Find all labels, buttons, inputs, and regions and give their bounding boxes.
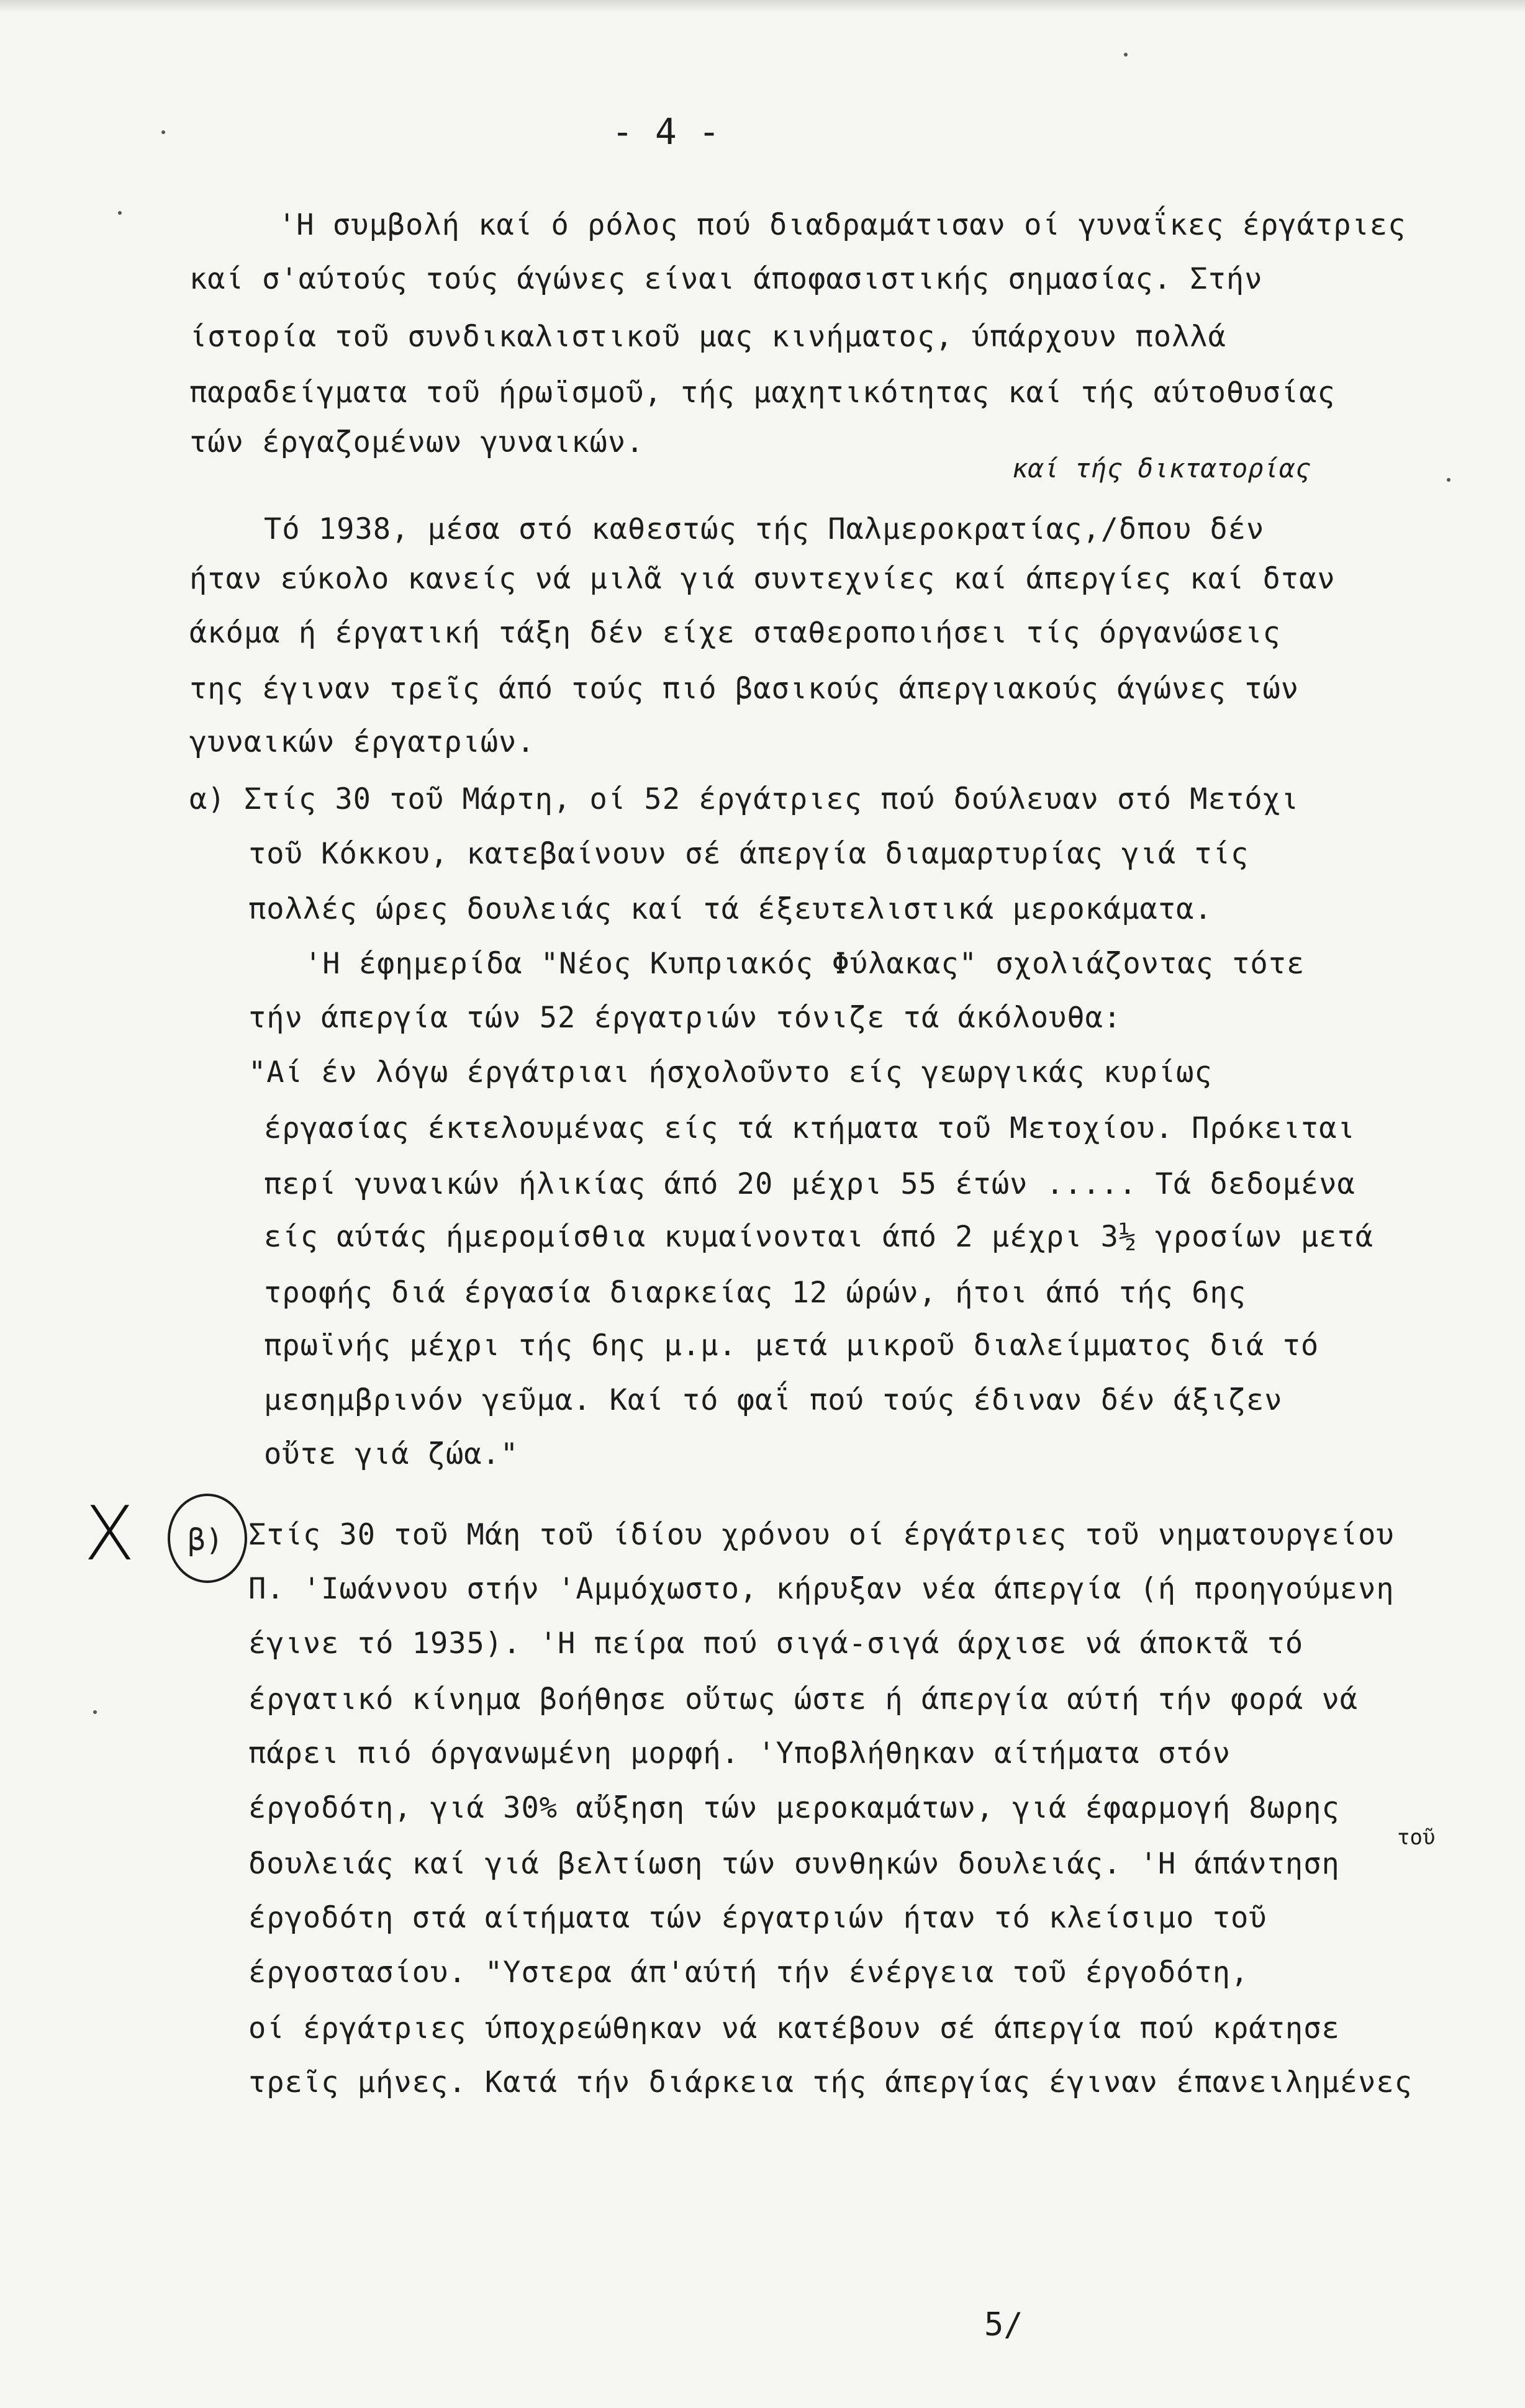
scan-speck — [1447, 478, 1450, 482]
handwritten-insert: καί τής δικτατορίας — [1012, 453, 1311, 484]
text-line: Τό 1938, μέσα στό καθεστώς τής Παλμεροκρατίας,/δπου δέν — [264, 512, 1265, 546]
scan-top-edge — [0, 0, 1525, 12]
scan-speck — [93, 1710, 97, 1714]
text-line: ίστορία τοῦ συνδικαλιστικοῦ μας κινήματος, ύπάρχουν πολλά — [189, 320, 1226, 354]
inline-handwritten-note: τοῦ — [1397, 1825, 1436, 1850]
quote-line: είς αύτάς ήμερομίσθια κυμαίνονται άπό 2 μέχρι 3½ γροσίων μετά — [264, 1220, 1374, 1254]
quote-line: τροφής διά έργασία διαρκείας 12 ώρών, ήτοι άπό τής 6ης — [264, 1276, 1247, 1310]
text-line: τρεῖς μήνες. Κατά τήν διάρκεια τής άπεργίας έγιναν έπανειλημένες — [248, 2065, 1413, 2099]
quote-line: οὔτε γιά ζώα." — [264, 1437, 519, 1471]
quote-line: πρωϊνής μέχρι τής 6ης μ.μ. μετά μικροῦ διαλείμματος διά τό — [264, 1328, 1319, 1363]
circled-label: β) — [188, 1523, 224, 1558]
quote-line: "Αί έν λόγω έργάτριαι ήσχολοῦντο είς γεωργικάς κυρίως — [248, 1055, 1213, 1089]
scan-speck — [1124, 53, 1128, 56]
text-line: τών έργαζομένων γυναικών. — [189, 425, 645, 459]
next-page-reference: 5/ — [984, 2306, 1023, 2343]
text-line: Στίς 30 τοῦ Μάη τοῦ ίδίου χρόνου οί έργάτριες τοῦ νηματουργείου — [248, 1518, 1395, 1552]
text-line: 'Η συμβολή καί ό ρόλος πού διαδραμάτισαν οί γυναΐκες έργάτριες — [278, 208, 1406, 242]
text-line: πάρει πιό όργανωμένη μορφή. 'Υποβλήθηκαν αίτήματα στόν — [248, 1736, 1231, 1770]
page-number: - 4 - — [612, 110, 720, 153]
text-line: έργοδότη στά αίτήματα τών έργατριών ήταν τό κλείσιμο τοῦ — [248, 1901, 1267, 1935]
quote-line: περί γυναικών ήλικίας άπό 20 μέχρι 55 έτών ..... Τά δεδομένα — [264, 1167, 1355, 1201]
circle-annotation-icon — [163, 1491, 250, 1585]
quote-line: έργασίας έκτελουμένας είς τά κτήματα τοῦ Μετοχίου. Πρόκειται — [264, 1111, 1355, 1145]
text-line: άκόμα ή έργατική τάξη δέν είχε σταθεροποιήσει τίς όργανώσεις — [189, 616, 1281, 650]
text-line: Π. 'Ιωάννου στήν 'Αμμόχωστο, κήρυξαν νέα άπεργία (ή προηγούμενη — [248, 1572, 1395, 1606]
text-line: καί σ'αύτούς τούς άγώνες είναι άποφασιστικής σημασίας. Στήν — [189, 262, 1263, 296]
text-line: έργοδότη, γιά 30% αὔξηση τών μεροκαμάτων, γιά έφαρμογή 8ωρης — [248, 1791, 1340, 1825]
text-line: έργατικό κίνημα βοήθησε οὕτως ώστε ή άπεργία αύτή τήν φορά νά — [248, 1682, 1359, 1716]
text-line: δουλειάς καί γιά βελτίωση τών συνθηκών δουλειάς. 'Η άπάντηση — [248, 1847, 1340, 1881]
text-line: γυναικών έργατριών. — [189, 725, 535, 759]
text-line: έγινε τό 1935). 'Η πείρα πού σιγά-σιγά άρχισε νά άποκτᾶ τό — [248, 1626, 1304, 1661]
text-line: τοῦ Κόκκου, κατεβαίνουν σέ άπεργία διαμαρτυρίας γιά τίς — [248, 837, 1249, 871]
text-line: 'Η έφημερίδα "Νέος Κυπριακός Φύλακας" σχολιάζοντας τότε — [304, 947, 1305, 981]
text-line: ήταν εύκολο κανείς νά μιλᾶ γιά συντεχνίες καί άπεργίες καί δταν — [189, 562, 1336, 596]
quote-line: μεσημβρινόν γεῦμα. Καί τό φαΐ πού τούς έδιναν δέν άξιζεν — [264, 1383, 1283, 1417]
scan-speck — [118, 211, 122, 215]
text-line: α) Στίς 30 τοῦ Μάρτη, οί 52 έργάτριες πού δούλευαν στό Μετόχι — [189, 782, 1300, 816]
text-line: παραδείγματα τοῦ ήρωϊσμοῦ, τής μαχητικότητας καί τής αύτοθυσίας — [189, 376, 1336, 410]
text-line: της έγιναν τρεῖς άπό τούς πιό βασικούς άπεργιακούς άγώνες τών — [189, 672, 1300, 706]
text-line: πολλές ώρες δουλειάς καί τά έξευτελιστικά μεροκάματα. — [248, 892, 1213, 926]
scan-speck — [161, 130, 165, 134]
text-line: τήν άπεργία τών 52 έργατριών τόνιζε τά άκόλουθα: — [248, 1001, 1122, 1035]
text-line: οί έργάτριες ύποχρεώθηκαν νά κατέβουν σέ άπεργία πού κράτησε — [248, 2011, 1340, 2045]
margin-x-mark: X — [84, 1491, 135, 1577]
text-line: έργοστασίου. "Υστερα άπ'αύτή τήν ένέργεια τοῦ έργοδότη, — [248, 1955, 1249, 1990]
